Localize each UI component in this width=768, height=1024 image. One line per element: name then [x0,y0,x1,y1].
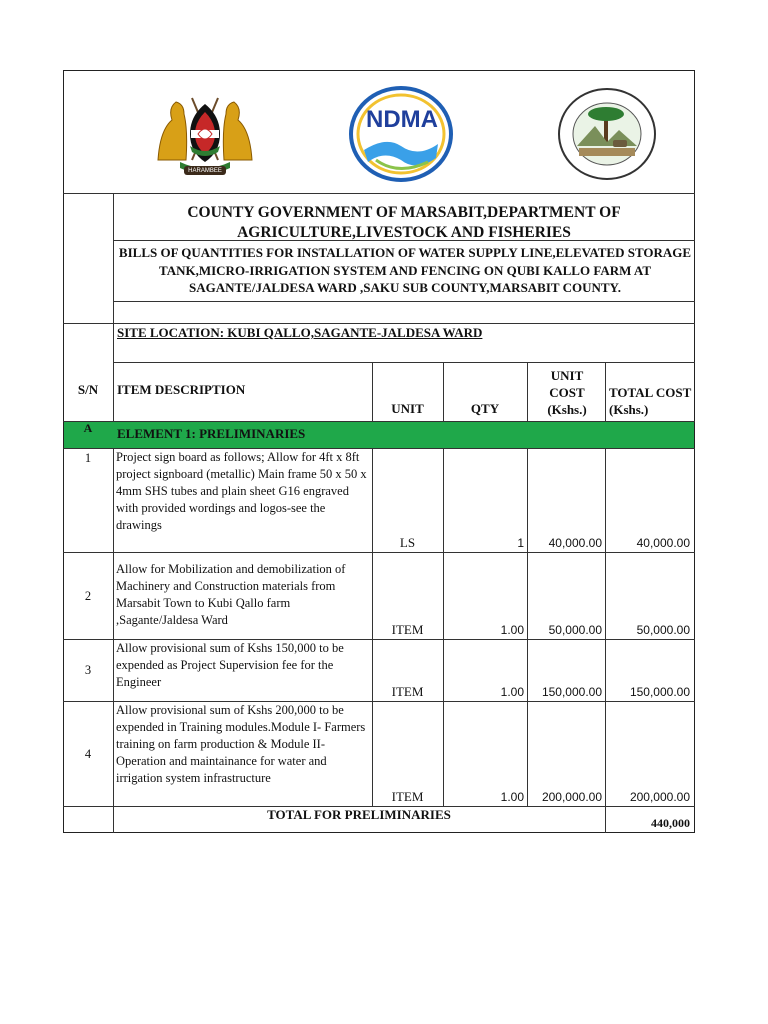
row-1-qty: 1 [517,536,524,550]
row-3-sn: 3 [84,663,92,677]
row-4-total: 200,000.00 [629,790,690,804]
ndma-logo-text: NDMA [366,106,438,133]
column-header-sn: S/N [77,382,99,397]
row-2-qty: 1.00 [500,623,524,637]
row-4-qty: 1.00 [500,790,524,804]
row-4-unit-cost: 200,000.00 [541,790,602,804]
row-1-description: Project sign board as follows; Allow for 4ft x 8ft project signboard (metallic) Main frame 50 x 50 x 4mm SHS tubes and plain sheet G16 engraved with provided wordings and logos-see the drawings [116,450,367,532]
row-1-total: 40,000.00 [636,536,690,550]
column-header-unit-cost: UNIT COST (Kshs.) [547,368,587,417]
row-2-unit: ITEM [391,622,424,637]
marsabit-county-seal-icon [555,86,659,182]
row-2-unit-cost: 50,000.00 [548,623,602,637]
column-header-total-cost: TOTAL COST (Kshs.) [609,385,692,417]
row-2-description: Allow for Mobilization and demobilization of Machinery and Construction materials from Marsabit Town to Kubi Qallo farm ,Sagante/Jaldesa Ward [116,562,346,627]
row-2-sn: 2 [84,589,92,603]
row-3-qty: 1.00 [500,685,524,699]
row-4-description: Allow provisional sum of Kshs 200,000 to be expended in Training modules.Module I- Farmers training on farm production & Module II- Operation and maintainance for water and irrigation system infrastructure [116,703,366,785]
element-title: ELEMENT 1: PRELIMINARIES [117,426,306,441]
row-1-unit: LS [399,535,416,550]
row-2-total: 50,000.00 [636,623,690,637]
column-header-unit: UNIT [391,401,424,416]
document-subtitle: BILLS OF QUANTITIES FOR INSTALLATION OF WATER SUPPLY LINE,ELEVATED STORAGE TANK,MICRO-IRRIGATION SYSTEM AND FENCING ON QUBI KALLO FARM AT SAGANTE/JALDESA WARD ,SAKU SUB COUNTY,MARSABIT COUNTY. [118,245,692,295]
element-sn: A [83,421,93,435]
column-header-qty: QTY [470,401,500,416]
coat-of-arms-motto: HARAMBEE [188,168,222,174]
row-4-unit: ITEM [391,789,424,804]
row-4-sn: 4 [84,747,92,761]
total-value: 440,000 [651,816,690,830]
row-3-description: Allow provisional sum of Kshs 150,000 to be expended as Project Supervision fee for the Engineer [116,641,344,689]
total-label: TOTAL FOR PRELIMINARIES [267,807,451,822]
row-1-unit-cost: 40,000.00 [548,536,602,550]
document-title: COUNTY GOVERNMENT OF MARSABIT,DEPARTMENT OF AGRICULTURE,LIVESTOCK AND FISHERIES [187,204,621,241]
row-1-sn: 1 [84,451,92,465]
row-3-unit-cost: 150,000.00 [541,685,602,699]
row-3-total: 150,000.00 [629,685,690,699]
column-header-description: ITEM DESCRIPTION [117,382,246,397]
row-3-unit: ITEM [391,684,424,699]
site-location: SITE LOCATION: KUBI QALLO,SAGANTE-JALDESA WARD [117,325,483,340]
